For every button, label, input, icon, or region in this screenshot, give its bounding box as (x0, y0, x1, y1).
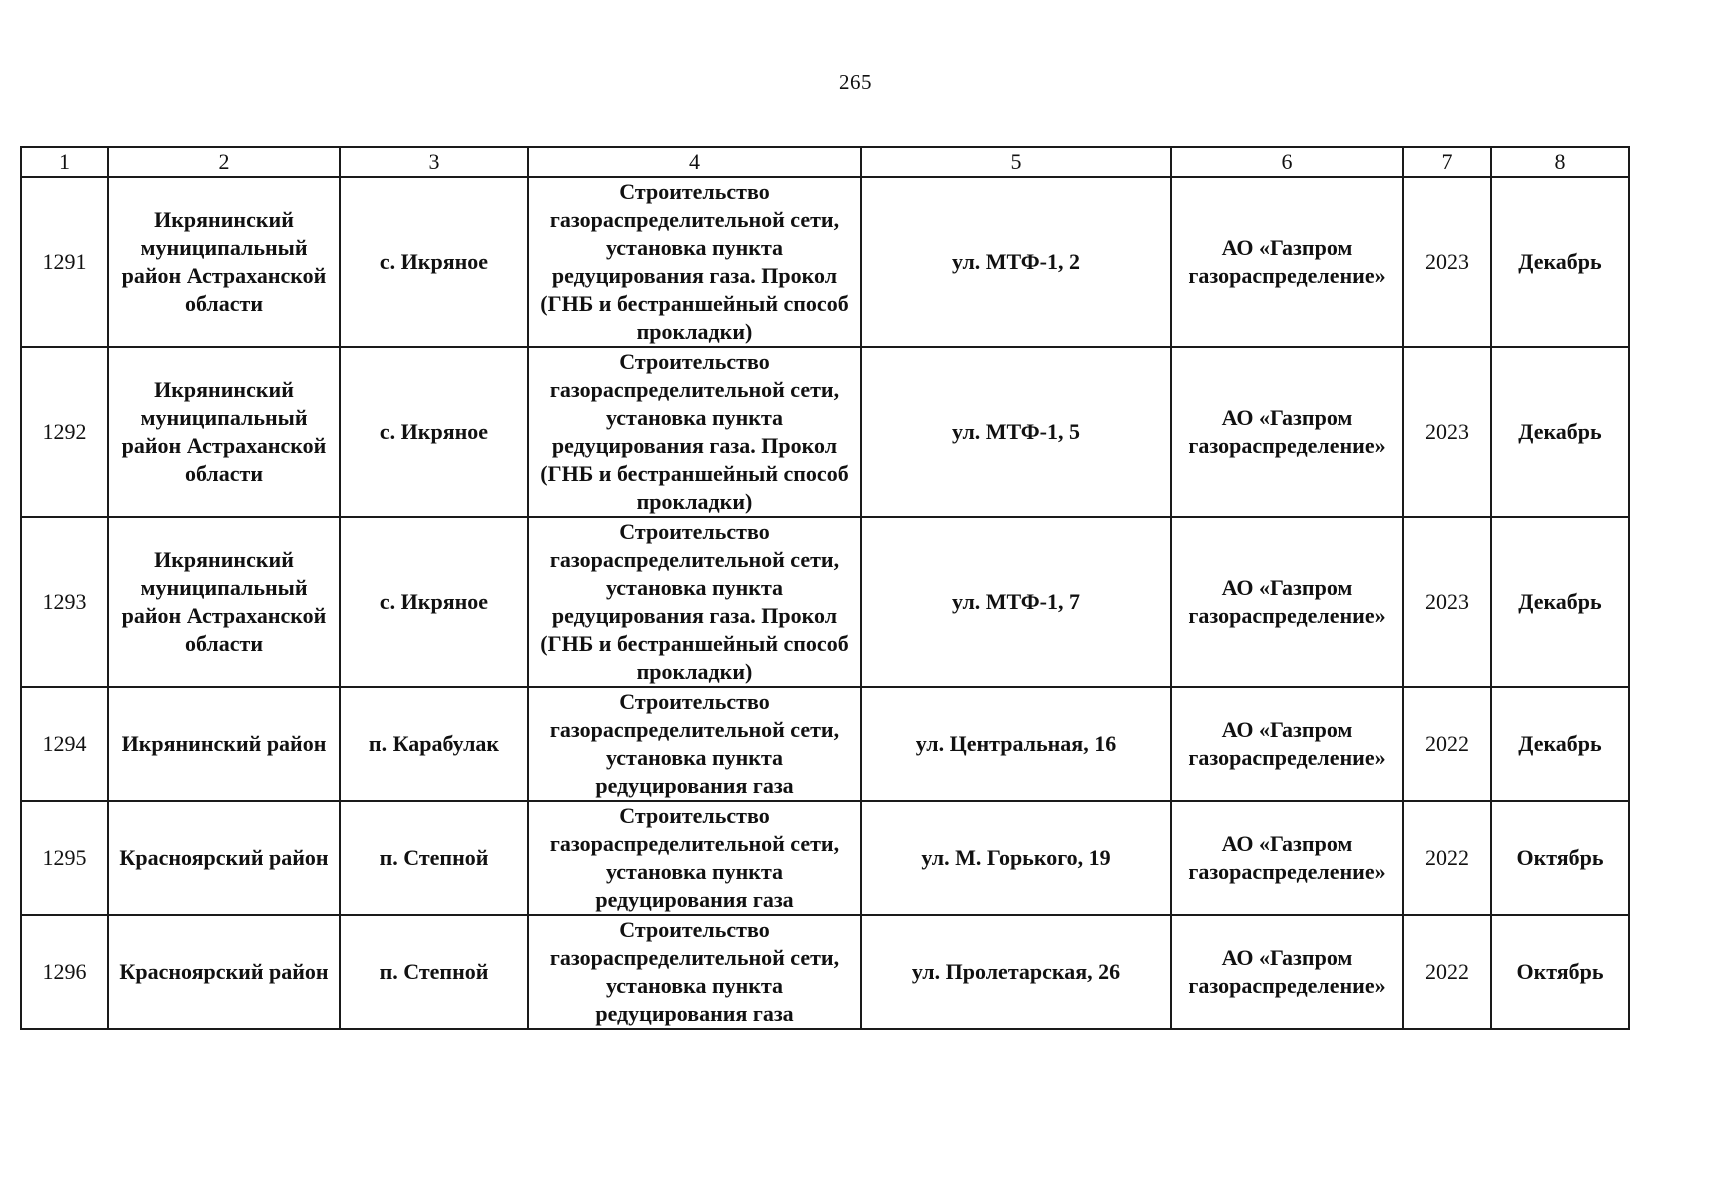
month-cell: Декабрь (1491, 347, 1629, 517)
year-cell: 2022 (1403, 687, 1491, 801)
row-number: 1295 (21, 801, 108, 915)
row-number: 1294 (21, 687, 108, 801)
table-row (21, 687, 1629, 801)
organization-cell: АО «Газпром газораспределение» (1171, 517, 1403, 687)
month-cell: Октябрь (1491, 915, 1629, 1029)
address-cell: ул. Пролетарская, 26 (861, 915, 1171, 1029)
district-cell: Икрянинский муниципальный район Астраханской области (108, 177, 340, 347)
work-description-cell: Строительство газораспределительной сети, установка пункта редуцирования газа (528, 801, 861, 915)
column-number: 3 (340, 147, 528, 177)
table-row (21, 347, 1629, 517)
organization-cell: АО «Газпром газораспределение» (1171, 347, 1403, 517)
row-number: 1296 (21, 915, 108, 1029)
column-number: 5 (861, 147, 1171, 177)
organization-cell: АО «Газпром газораспределение» (1171, 687, 1403, 801)
page-number: 265 (839, 70, 872, 94)
year-cell: 2022 (1403, 915, 1491, 1029)
column-number-row (21, 147, 1629, 177)
row-number: 1292 (21, 347, 108, 517)
month-cell: Декабрь (1491, 517, 1629, 687)
gas-network-table (20, 146, 1630, 1030)
settlement-cell: п. Карабулак (340, 687, 528, 801)
address-cell: ул. М. Горького, 19 (861, 801, 1171, 915)
work-description-cell: Строительство газораспределительной сети, установка пункта редуцирования газа. Прокол (ГНБ и бестраншейный способ прокладки) (528, 517, 861, 687)
settlement-cell: п. Степной (340, 915, 528, 1029)
month-cell: Декабрь (1491, 177, 1629, 347)
organization-cell: АО «Газпром газораспределение» (1171, 801, 1403, 915)
table-row (21, 177, 1629, 347)
year-cell: 2022 (1403, 801, 1491, 915)
column-number: 8 (1491, 147, 1629, 177)
column-number: 1 (21, 147, 108, 177)
row-number: 1293 (21, 517, 108, 687)
column-number: 4 (528, 147, 861, 177)
year-cell: 2023 (1403, 177, 1491, 347)
work-description-cell: Строительство газораспределительной сети, установка пункта редуцирования газа. Прокол (ГНБ и бестраншейный способ прокладки) (528, 177, 861, 347)
table-row (21, 801, 1629, 915)
address-cell: ул. МТФ-1, 5 (861, 347, 1171, 517)
year-cell: 2023 (1403, 517, 1491, 687)
column-number: 7 (1403, 147, 1491, 177)
work-description-cell: Строительство газораспределительной сети, установка пункта редуцирования газа (528, 687, 861, 801)
settlement-cell: с. Икряное (340, 347, 528, 517)
column-number: 2 (108, 147, 340, 177)
column-number: 6 (1171, 147, 1403, 177)
settlement-cell: п. Степной (340, 801, 528, 915)
table-row (21, 915, 1629, 1029)
organization-cell: АО «Газпром газораспределение» (1171, 177, 1403, 347)
district-cell: Красноярский район (108, 915, 340, 1029)
address-cell: ул. МТФ-1, 7 (861, 517, 1171, 687)
work-description-cell: Строительство газораспределительной сети, установка пункта редуцирования газа (528, 915, 861, 1029)
year-cell: 2023 (1403, 347, 1491, 517)
district-cell: Икрянинский муниципальный район Астраханской области (108, 347, 340, 517)
district-cell: Икрянинский район (108, 687, 340, 801)
organization-cell: АО «Газпром газораспределение» (1171, 915, 1403, 1029)
row-number: 1291 (21, 177, 108, 347)
table-row (21, 517, 1629, 687)
address-cell: ул. МТФ-1, 2 (861, 177, 1171, 347)
district-cell: Красноярский район (108, 801, 340, 915)
month-cell: Декабрь (1491, 687, 1629, 801)
work-description-cell: Строительство газораспределительной сети, установка пункта редуцирования газа. Прокол (ГНБ и бестраншейный способ прокладки) (528, 347, 861, 517)
address-cell: ул. Центральная, 16 (861, 687, 1171, 801)
district-cell: Икрянинский муниципальный район Астраханской области (108, 517, 340, 687)
month-cell: Октябрь (1491, 801, 1629, 915)
settlement-cell: с. Икряное (340, 177, 528, 347)
settlement-cell: с. Икряное (340, 517, 528, 687)
